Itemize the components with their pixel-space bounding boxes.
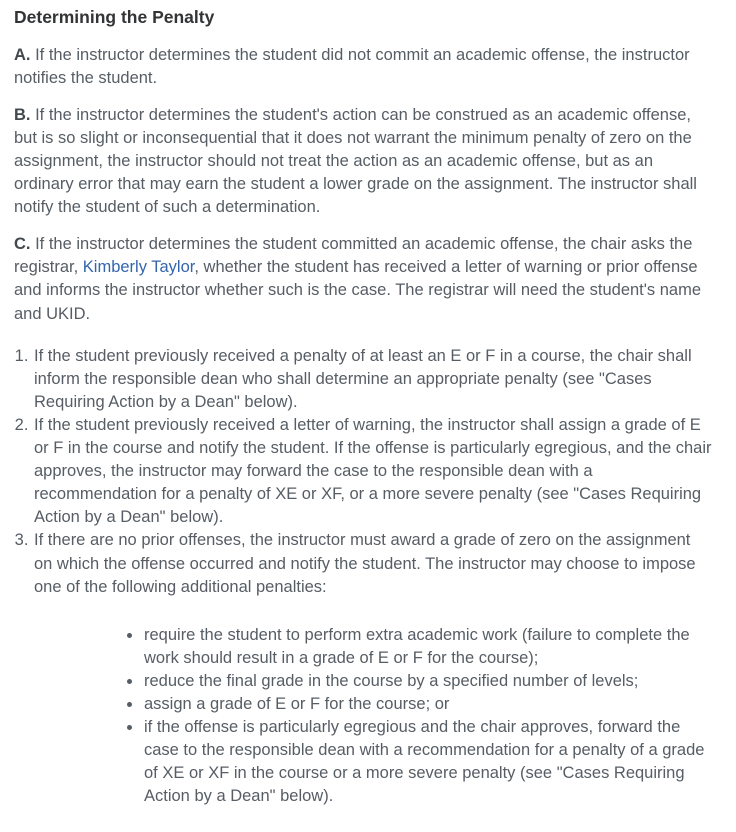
- registrar-link[interactable]: Kimberly Taylor: [82, 258, 195, 277]
- paragraph-c-text-after-link: , whether the student has received a letter of warning or prior offense and informs the instructor whether such is the case. The registrar will need the student's name and UKID.: [14, 258, 702, 323]
- numbered-item-2: 2. If the student previously received a letter of warning, the instructor shall assign a grade of E or F in the course and notify the student. If the offense is particularly egregious, and the chair approves, the instructor may forward the case to the responsible dean with a recommendation for a penalty of XE or XF, or a more severe penalty (see "Cases Requiring Action by a Dean" below).: [33, 414, 712, 529]
- bullet-item-1: • require the student to perform extra academic work (failure to complete the work should result in a grade of E or F for the course);: [143, 624, 712, 670]
- additional-penalties-bullet-list: [14, 624, 712, 809]
- paragraph-b-text: If the instructor determines the student's action can be construed as an academic offense, but is so slight or inconsequential that it does not warrant the minimum penalty of zero on the assignment, the instructor should not treat the action as an academic offense, but as an ordinary error that may earn the student a lower grade on the assignment. The instructor shall notify the student of such a determination.: [14, 105, 697, 217]
- numbered-item-1: 1. If the student previously received a penalty of at least an E or F in a course, the chair shall inform the responsible dean who shall determine an appropriate penalty (see "Cases Requiring Action by a Dean" below).: [33, 345, 712, 414]
- paragraph-c-text-before-link: If the instructor determines the student committed an academic offense, the chair asks the registrar,: [14, 235, 693, 277]
- section-heading: Determining the Penalty: [14, 7, 215, 27]
- paragraph-c-label: C.: [14, 235, 31, 254]
- numbered-item-3: 3. If there are no prior offenses, the instructor must award a grade of zero on the assignment on which the offense occurred and notify the student. The instructor may choose to impose one of the following additional penalties:: [33, 529, 712, 598]
- paragraph-a: [14, 44, 712, 90]
- paragraph-b-label: B.: [14, 105, 31, 124]
- bullet-item-4: • if the offense is particularly egregious and the chair approves, forward the case to the responsible dean with a recommendation for a penalty of a grade of XE or XF in the course or a more severe penalty (see "Cases Requiring Action by a Dean" below).: [143, 716, 712, 808]
- paragraph-a-text: If the instructor determines the student did not commit an academic offense, the instructor notifies the student.: [14, 45, 690, 87]
- penalty-cases-numbered-list: [14, 345, 712, 599]
- paragraph-a-label: A.: [14, 45, 31, 64]
- bullet-item-3: • assign a grade of E or F for the course; or: [143, 693, 712, 716]
- paragraph-c: [14, 233, 712, 325]
- paragraph-b: [14, 104, 712, 219]
- bullet-item-2: • reduce the final grade in the course by a specified number of levels;: [143, 670, 712, 693]
